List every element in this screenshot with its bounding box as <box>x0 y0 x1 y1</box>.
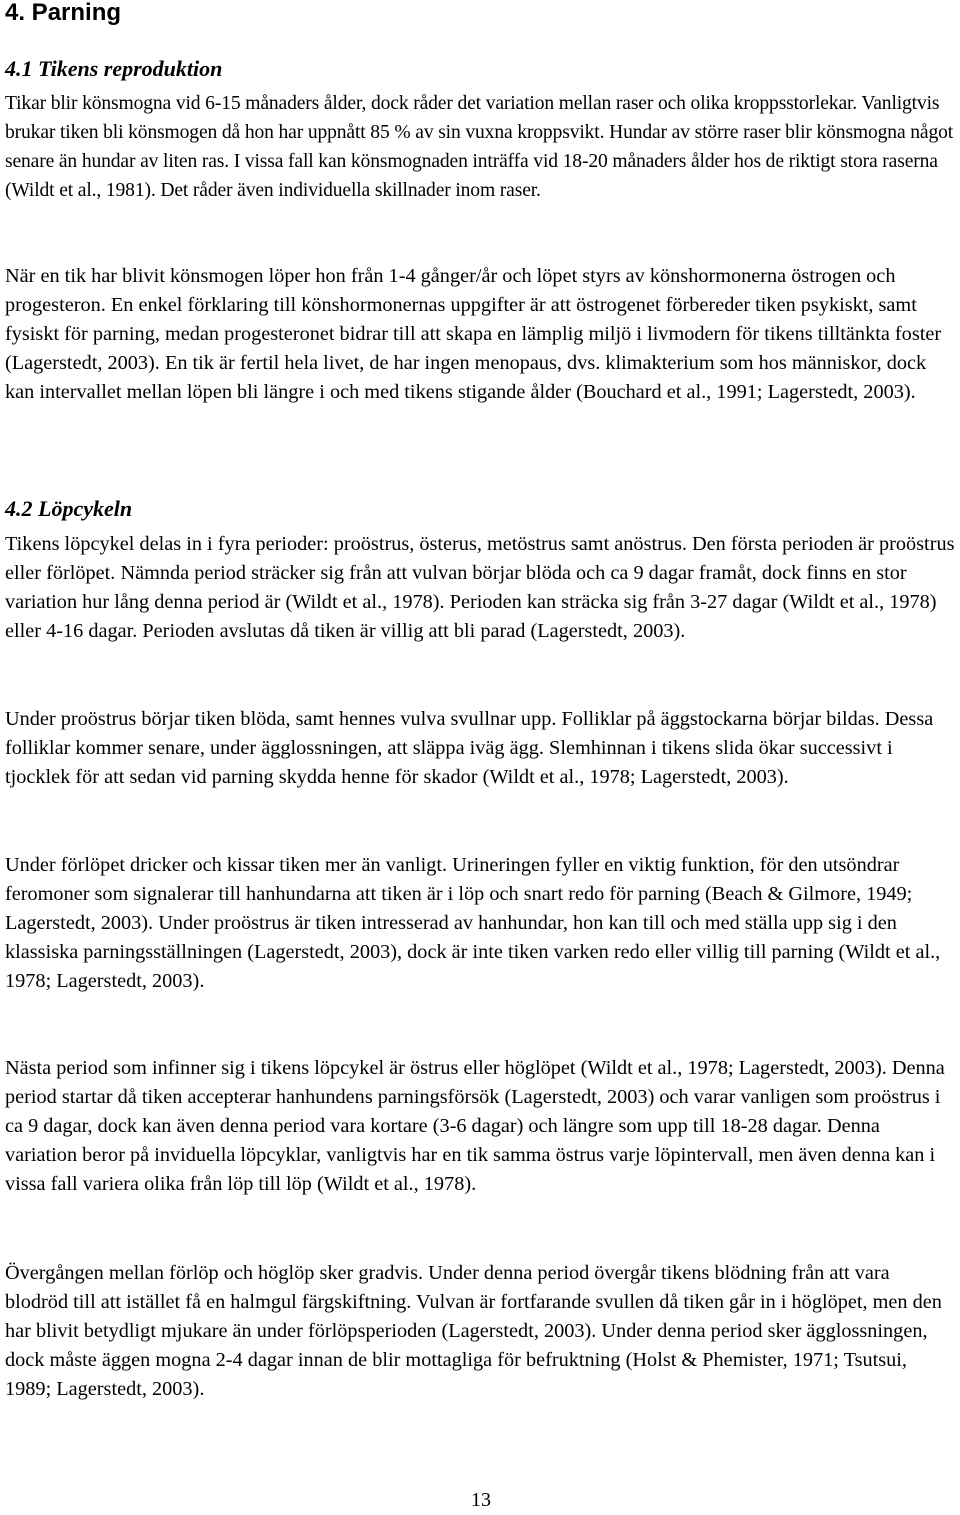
chapter-title: 4. Parning <box>5 0 122 26</box>
paragraph-behaviour: Under förlöpet dricker och kissar tiken mer än vanligt. Urineringen fyller en viktig funktion, för den utsöndrar feromoner som signalerar till hanhundarna att tiken är i löp och snart redo för parning (Beach & Gilmore, 1949; Lagerstedt, 2003). Under proöstrus är tiken intresserad av hanhundar, hon kan till och med ställa upp sig i den klassiska parningsställningen (Lagerstedt, 2003), dock är inte tiken varken redo eller villig till parning (Wildt et al., 1978; Lagerstedt, 2003). <box>5 854 941 992</box>
document-page <box>5 0 957 1511</box>
section-heading-4-1: 4.1 Tikens reproduktion <box>5 56 223 81</box>
paragraph-proestrus: Under proöstrus börjar tiken blöda, samt hennes vulva svullnar upp. Folliklar på äggstockarna börjar bildas. Dessa folliklar kommer senare, under ägglossningen, att släppa iväg ägg. Slemhinnan i tikens slida ökar successivt i tjocklek för att sedan vid parning skydda henne för skador (Wildt et al., 1978; Lagerstedt, 2003). <box>5 708 934 788</box>
page-number: 13 <box>471 1489 491 1511</box>
paragraph-hormones: När en tik har blivit könsmogen löper hon från 1-4 gånger/år och löpet styrs av könshormonerna östrogen och progesteron. En enkel förklaring till könshormonernas uppgifter är att östrogenet förbereder tiken psykiskt, samt fysiskt för parning, medan progesteronet bidrar till att skapa en lämplig miljö i livmodern för tikens tilltänkta foster (Lagerstedt, 2003). En tik är fertil hela livet, de har ingen menopaus, dvs. klimakterium som hos människor, dock kan intervallet mellan löpen bli längre i och med tikens stigande ålder (Bouchard et al., 1991; Lagerstedt, 2003). <box>5 265 942 403</box>
section-heading-4-2: 4.2 Löpcykeln <box>5 496 133 521</box>
paragraph-maturity: Tikar blir könsmogna vid 6-15 månaders ålder, dock råder det variation mellan raser och olika kroppsstorlekar. Vanligtvis brukar tiken bli könsmogen då hon har uppnått 85 % av sin vuxna kroppsvikt. Hundar av större raser blir könsmogna något senare än hundar av liten ras. I vissa fall kan könsmognaden inträffa vid 18-20 månaders ålder hos de riktigt stora raserna (Wildt et al., 1981). Det råder även individuella skillnader inom raser. <box>5 93 954 201</box>
paragraph-cycle-periods: Tikens löpcykel delas in i fyra perioder: proöstrus, österus, metöstrus samt anöstrus. Den första perioden är proöstrus eller förlöpet. Nämnda period sträcker sig från att vulvan börjar blöda och ca 9 dagar framåt, dock finns en stor variation hur lång denna period är (Wildt et al., 1978). Perioden kan sträcka sig från 3-27 dagar (Wildt et al., 1978) eller 4-16 dagar. Perioden avslutas då tiken är villig att bli parad (Lagerstedt, 2003). <box>5 533 955 642</box>
paragraph-transition: Övergången mellan förlöp och höglöp sker gradvis. Under denna period övergår tikens blödning från att vara blodröd till att istället få en halmgul färgskiftning. Vulvan är fortfarande svullen då tiken går in i höglöpet, men den har blivit betydligt mjukare än under förlöpsperioden (Lagerstedt, 2003). Under denna period sker ägglossningen, dock måste äggen mogna 2-4 dagar innan de blir mottagliga för befruktning (Holst & Phemister, 1971; Tsutsui, 1989; Lagerstedt, 2003). <box>5 1262 942 1400</box>
paragraph-estrus: Nästa period som infinner sig i tikens löpcykel är östrus eller höglöpet (Wildt et al., 1978; Lagerstedt, 2003). Denna period startar då tiken accepterar hanhundens parningsförsök (Lagerstedt, 2003) och varar vanligen som proöstrus i ca 9 dagar, dock kan även denna period vara kortare (3-6 dagar) och längre som upp till 18-28 dagar. Denna variation beror på inviduella löpcyklar, vanligtvis har en tik samma östrus varje löpintervall, men även denna kan i vissa fall variera olika från löp till löp (Wildt et al., 1978). <box>5 1057 945 1195</box>
